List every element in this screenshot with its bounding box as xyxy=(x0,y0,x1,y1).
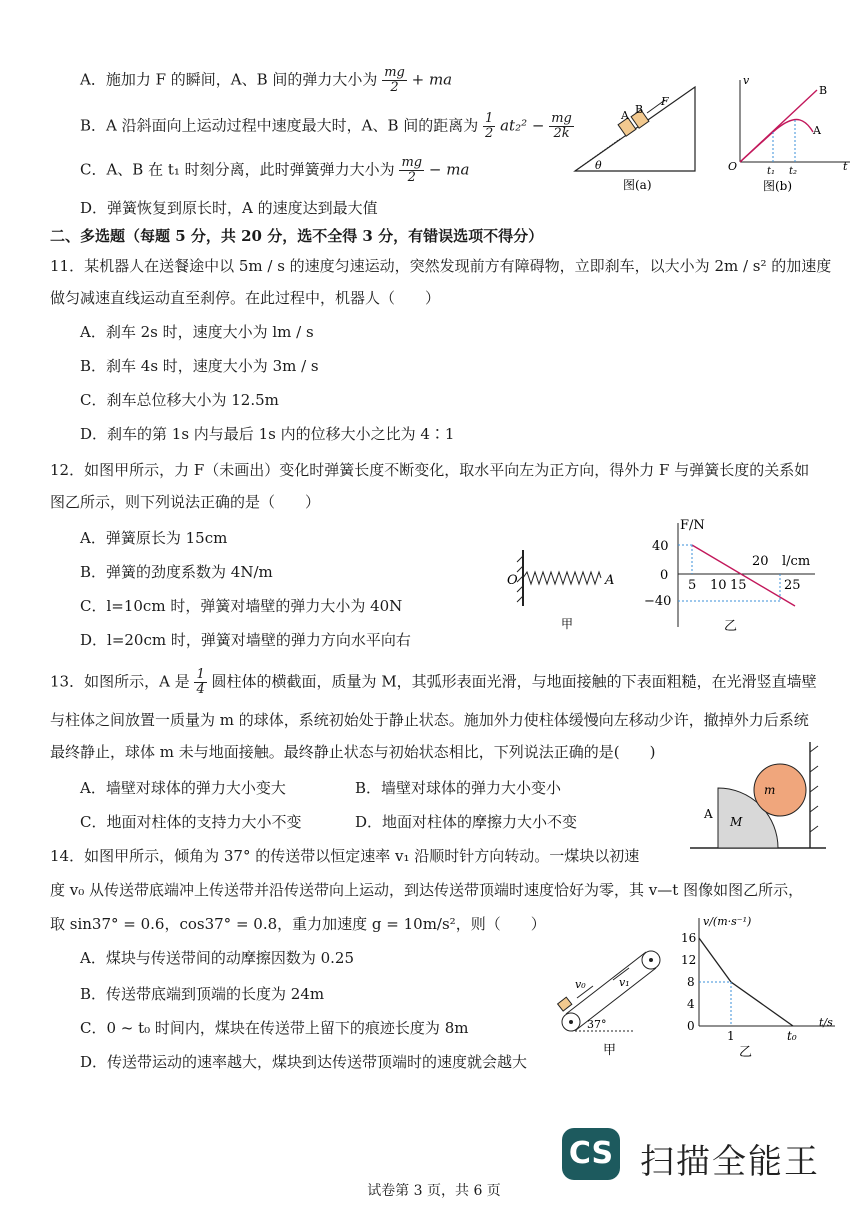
q14-yi-ytick-0: 0 xyxy=(687,1019,695,1033)
q13-option-d: D．地面对柱体的摩擦力大小不变 xyxy=(355,813,578,831)
q11-stem-2: 做匀减速直线运动直至刹停。在此过程中，机器人（ ） xyxy=(50,289,441,307)
q12-yi-ylabel: F/N xyxy=(680,518,705,533)
q10-option-c: C．A、B 在 t₁ 时刻分离，此时弹簧弹力大小为 $\frac{mg}{2}$ − ma xyxy=(80,155,470,185)
fig-b-label-v: v xyxy=(743,74,750,87)
q12-yi-tick-20: 20 xyxy=(752,554,769,569)
camscanner-watermark-text: 扫描全能王 xyxy=(640,1142,820,1182)
q13-fig-label-m-small: m xyxy=(764,783,776,797)
fig-b-label-b: B xyxy=(819,84,828,97)
q14-yi-xtick-t0: t₀ xyxy=(787,1029,797,1043)
q14-jia-caption: 甲 xyxy=(603,1043,617,1058)
figure-a-incline xyxy=(565,75,715,195)
q14-jia-label-v1: v₁ xyxy=(619,976,630,989)
q11-option-a: A．刹车 2s 时，速度大小为 lm / s xyxy=(80,323,314,341)
q13-figure-cylinder-ball xyxy=(690,742,830,854)
q14-option-b: B．传送带底端到顶端的长度为 24m xyxy=(80,985,325,1003)
q12-yi-tick-0: 0 xyxy=(660,568,669,583)
q14-figure-jia-conveyor xyxy=(555,940,675,1058)
q12-option-a: A．弹簧原长为 15cm xyxy=(80,529,228,547)
q14-jia-label-angle: 37° xyxy=(587,1018,607,1031)
camscanner-logo: CS xyxy=(562,1128,620,1180)
q14-stem-3: 取 sin37° = 0.6，cos37° = 0.8，重力加速度 g = 10m/s²，则（ ） xyxy=(50,915,546,933)
q14-option-a: A．煤块与传送带间的动摩擦因数为 0.25 xyxy=(80,949,355,967)
fig-b-label-t1: t₁ xyxy=(767,166,776,177)
q13-option-a: A．墙壁对球体的弹力大小变大 xyxy=(80,779,286,797)
q14-option-d: D．传送带运动的速率越大，煤块到达传送带顶端时的速度就会越大 xyxy=(80,1053,528,1071)
q12-yi-tick-10: 10 xyxy=(710,578,727,593)
q12-yi-tick-25: 25 xyxy=(784,578,801,593)
fig-a-label-f: F xyxy=(661,95,669,108)
page-footer: 试卷第 3 页，共 6 页 xyxy=(367,1183,501,1199)
fig-a-label-b: B xyxy=(635,103,644,116)
fig-b-label-a: A xyxy=(813,124,821,137)
fig-b-caption: 图(b) xyxy=(763,179,793,193)
q11-stem-1: 11．某机器人在送餐途中以 5m / s 的速度匀速运动，突然发现前方有障碍物，立即刹车，以大小为 2m / s² 的加速度 xyxy=(50,257,832,275)
q12-option-b: B．弹簧的劲度系数为 4N/m xyxy=(80,563,273,581)
q14-stem-1: 14．如图甲所示，倾角为 37° 的传送带以恒定速率 v₁ 沿顺时针方向转动。一煤块以初速 xyxy=(50,847,640,865)
figure-b-vt-graph xyxy=(725,72,860,197)
fig-b-label-o: O xyxy=(728,160,738,173)
q10-option-b: B．A 沿斜面向上运动过程中速度最大时，A、B 间的距离为 $\frac{1}{2}$ at₂² − $\frac{mg}{2k}$ xyxy=(80,111,572,141)
q14-yi-ytick-4: 4 xyxy=(687,997,695,1011)
q14-stem-2: 度 v₀ 从传送带底端冲上传送带并沿传送带向上运动，到达传送带顶端时速度恰好为零，其 v—t 图像如图乙所示， xyxy=(50,881,804,899)
q12-option-d: D．l=20cm 时，弹簧对墙壁的弹力方向水平向右 xyxy=(80,631,411,649)
q12-stem-1: 12．如图甲所示，力 F（未画出）变化时弹簧长度不断变化，取水平向左为正方向，得外力 F 与弹簧长度的关系如 xyxy=(50,461,810,479)
q14-yi-ytick-8: 8 xyxy=(687,975,695,989)
q14-jia-label-v0: v₀ xyxy=(575,978,586,991)
q12-yi-xlabel: l/cm xyxy=(782,554,811,569)
q12-yi-tick-15: 15 xyxy=(730,578,747,593)
q13-option-b: B．墙壁对球体的弹力大小变小 xyxy=(355,779,562,797)
q14-figure-yi-vt-graph xyxy=(675,912,845,1060)
q14-yi-xlabel: t/s xyxy=(819,1016,833,1029)
q12-jia-caption: 甲 xyxy=(561,617,574,631)
q11-option-d: D．刹车的第 1s 内与最后 1s 内的位移大小之比为 4∶1 xyxy=(80,425,455,443)
q12-yi-caption: 乙 xyxy=(724,619,738,634)
fig-a-label-theta: θ xyxy=(595,159,602,172)
q13-stem-3: 最终静止，球体 m 未与地面接触。最终静止状态与初始状态相比，下列说法正确的是( ) xyxy=(50,743,656,761)
q12-yi-tick-minus40: −40 xyxy=(644,594,672,609)
q12-stem-2: 图乙所示，则下列说法正确的是（ ） xyxy=(50,493,321,511)
q14-yi-ytick-16: 16 xyxy=(681,931,697,945)
q13-stem-2: 与柱体之间放置一质量为 m 的球体，系统初始处于静止状态。施加外力使柱体缓慢向左移动少许，撤掉外力后系统 xyxy=(50,711,809,729)
q13-stem-1: 13．如图所示，A 是 $\frac{1}{4}$ 圆柱体的横截面，质量为 M，其弧形表面光滑，与地面接触的下表面粗糙，在光滑竖直墙壁 xyxy=(50,667,817,697)
q12-jia-label-a: A xyxy=(605,573,615,588)
q13-fig-label-a: A xyxy=(704,807,713,821)
fig-a-label-a: A xyxy=(621,109,629,122)
q14-yi-ytick-12: 12 xyxy=(681,953,697,967)
q12-jia-label-o: O xyxy=(507,573,518,588)
q14-yi-xtick-1: 1 xyxy=(727,1029,735,1043)
q10-option-d: D．弹簧恢复到原长时，A 的速度达到最大值 xyxy=(80,199,378,217)
q12-figure-jia-spring xyxy=(505,548,630,636)
q12-yi-tick-40: 40 xyxy=(652,539,669,554)
q13-option-c: C．地面对柱体的支持力大小不变 xyxy=(80,813,302,831)
q11-option-b: B．刹车 4s 时，速度大小为 3m / s xyxy=(80,357,319,375)
section-2-title: 二、多选题（每题 5 分，共 20 分，选不全得 3 分，有错误选项不得分） xyxy=(50,227,544,245)
fig-a-caption: 图(a) xyxy=(623,178,652,192)
q12-option-c: C．l=10cm 时，弹簧对墙壁的弹力大小为 40N xyxy=(80,597,403,615)
fig-b-label-t2: t₂ xyxy=(789,166,798,177)
q14-option-c: C．0 ~ t₀ 时间内，煤块在传送带上留下的痕迹长度为 8m xyxy=(80,1019,469,1037)
q14-yi-ylabel: v/(m·s⁻¹) xyxy=(703,915,752,928)
q12-yi-tick-5: 5 xyxy=(688,578,697,593)
fig-b-label-t: t xyxy=(843,160,848,173)
q13-fig-label-m-big: M xyxy=(730,815,743,829)
q14-yi-caption: 乙 xyxy=(739,1045,753,1060)
q11-option-c: C．刹车总位移大小为 12.5m xyxy=(80,391,279,409)
q12-figure-yi-graph xyxy=(640,515,820,635)
q10-option-a: A．施加力 F 的瞬间，A、B 间的弹力大小为 $\frac{mg}{2}$ + ma xyxy=(80,65,453,95)
